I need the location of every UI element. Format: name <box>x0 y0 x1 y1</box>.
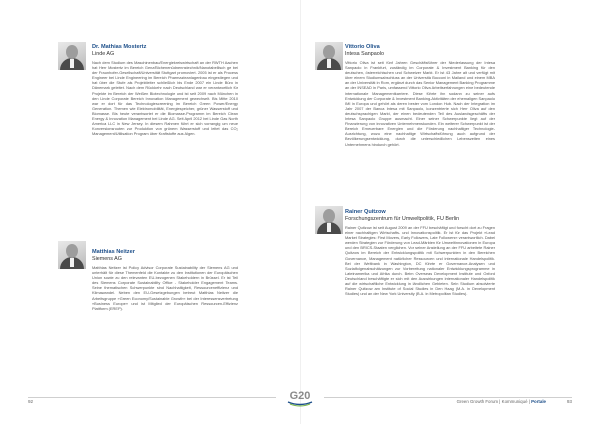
profile-organization: Forschungszentrum für Umweltpolitik, FU Berlin <box>345 216 460 222</box>
profile-organization: Linde AG <box>92 51 115 57</box>
profile-biography: Vittorio Oliva ist seit fünf Jahren Geschäftsführer der Niederlassung der Intesa Sanpaolo in Frankfurt, zuständig im Corporate & Investment Banking für den deutschen, österreichischen und Schweizer Markt. Er ist 43 Jahre alt und verfügt mit über einem Studiumsabschluss an der Università Bocconi in Mailand und einem MBA an der Universität in Rom, ergänzt durch das Senior Management Banking Programme an der INSEAD in Paris, umfassend Vittorio Oliva Arbeitserfahrungen eine bedeutende internationale Managementkarriere. Diese führte ihn sodann zu seiner aufs Entwicklung der Corporate & Investment Banking-Aktivitäten der ehemaligen Sanpaolo IMI in Europa und gehört als deren bester vom London Hub. Nach der Integration im Jahr 2007 der Banca Intesa mit Sanpaolo, konzentrierte sich Herr Oliva auf den deutschsprachigen Markt, der einen bedeutenden Teil des Auslandsgeschäfts der Intesa Sanpaolo Gruppe ausmacht. Einer seiner Schwerpunkte liegt auf der Finanzierung von innovativen Unternehmenskunden. Ein weiterer Schwerpunkt ist der Bereich Erneuerbare Energien und die Förderung nachhaltiger Technologie-Ausrichtung, wozu eine nachhaltige Wirtschaftsführung auch aufgrund der Bevölkerungsentwicklung, durch die unterschiedlichen Lebenszeiten eines Unternehmens hindurch gehört. <box>345 60 495 147</box>
page-gutter <box>300 0 301 424</box>
page-number-left: 92 <box>28 399 34 404</box>
footer-publication-text: Green Growth Forum | Kommuniqué | <box>456 399 530 404</box>
portrait-photo-mostertz <box>58 42 86 70</box>
profile-organization: Intesa Sanpaolo <box>345 51 384 57</box>
profile-name: Matthias Neitzer <box>92 249 135 255</box>
footer-publication <box>457 399 546 404</box>
profile-name: Vittorio Oliva <box>345 44 380 50</box>
profile-biography: Matthias Neitzer ist Policy Advisor Corporate Sustainability der Siemens AG und unterhält für diese Themenfeld die Kontakte zu den Institutionen der Europäischen Union sowie zu den relevanten EU-bezogenen Stakeholdern in Brüssel. Er ist Teil des Siemens Corporate Sustainability Office - Stakeholder Engagement Teams. Seine thematischen Schwerpunkte sind Nachhaltigkeit, Ressourceneffizienz und Klimawandel. Neben den EU-Gesetzgebungen betreut Matthias Neitzer die Arbeitsgruppe »Green Economy/Sustainable Growth« bei der Interessensvertretung »Business Europe« und ist Mitglied der Europäischen Ressourcen-Effizienz Plattform (EREP). <box>92 265 238 311</box>
profile-name: Rainer Quitzow <box>345 209 386 215</box>
profile-biography: Nach dem Studium des Maschinenbau/Energiekreiswirtschaft an der RWTH Aachen hat Herr Mostertz im Bereich Genz/Bichenenüdnennstechnik/Nanotabellisch ge bei der Fraunhofer-Gesellschaft/Universität Stuttgart promoviert. 2005 ist er als Process Engineer bei Linde Engineering im Bereich Pharmazieanlagenbau eingestiegen und hat über die Stufe als Projektleiter schließlich bis Ende 2007 ein Linde Büro in Dänemark geleitet. Nach dem Rückkehr nach Deutschland war er verantwortlich für Projekte im Bereich der Weißen Biotechnologie und ist seit 2009 nach München in den Linde Corporate Bereich Innovation Management gewechselt. Bis Mitte 2010 war er dort für das Technologiescreening im Bereich Green Power/Energy Generation. Themen wie Elektromobilität, Energiespeicher, grüner Wasserstoff und Biomasse. Bis heute verantwortet er die Biomasse-Programm im Bereich Clean Energy & Innovation Management bei Linde AG. Seit April 2012 bei Linde Gas North America LLC in New Jersey. In diesem Rahmen führt er sich vorrangig um neue Konversionsrouten zur Produktion von grünem Wasserstoff und leitet das CO₂ Management/Utilisation Program über Kraftstoffe aus Algen. <box>92 60 238 137</box>
footer-publication-section: Portale <box>531 399 546 404</box>
portrait-photo-quitzow <box>315 206 343 234</box>
footer-rule-right <box>324 397 572 398</box>
profile-organization: Siemens AG <box>92 256 122 262</box>
profile-biography: Rainer Quitzow ist seit August 2009 an der FFU beschäftigt und forscht dort zu Fragen einer nachhaltigen Wirtschafts- und Innovationspolitik. Er ist für das Projekt »Lead Market Strategies: First Movers, Early Followers, Late Followers« verantwortlich. Dabei werden Strategien zur Förderung von Lead-Märkten für Umweltinnovationen in Europa und den BRICS-Staaten verglichen. Vor seiner Anstellung an der FFU arbeitete Rainer Quitzow im Bereich der Entwicklungspolitik mit Schwerpunkten in den Bereichen Governance, Management natürlicher Ressourcen und internationale Handelspolitik. Bei der Weltbank in Washington, DC führte er Governance-Analysen und Sozialfolgenabschätzungen zur Vorbereitung nationaler Entwicklungsprogramme in Lateinamerika und Afrika durch. Beim Overseas Development Institute und Oxford Deutschland beschäftigte er sich mit den Auswirkungen internationaler Handelspolitik auf die wirtschaftliche Entwicklung in ländlichen Gebieten. Sein Studium absolvierte Rainer Quitzow am Institute of Social Studies in Den Haag (M.A. in Development Studies) und an der New York University (B.A. in Metropolitan Studies). <box>345 225 495 297</box>
g20-logo-text: G20 <box>289 390 311 402</box>
footer-rule-left <box>28 397 276 398</box>
profile-name: Dr. Mathias Mostertz <box>92 44 147 50</box>
portrait-photo-oliva <box>315 42 343 70</box>
page-number-right: 93 <box>566 399 572 404</box>
portrait-photo-neitzer <box>58 241 86 269</box>
g20-logo <box>283 387 317 407</box>
